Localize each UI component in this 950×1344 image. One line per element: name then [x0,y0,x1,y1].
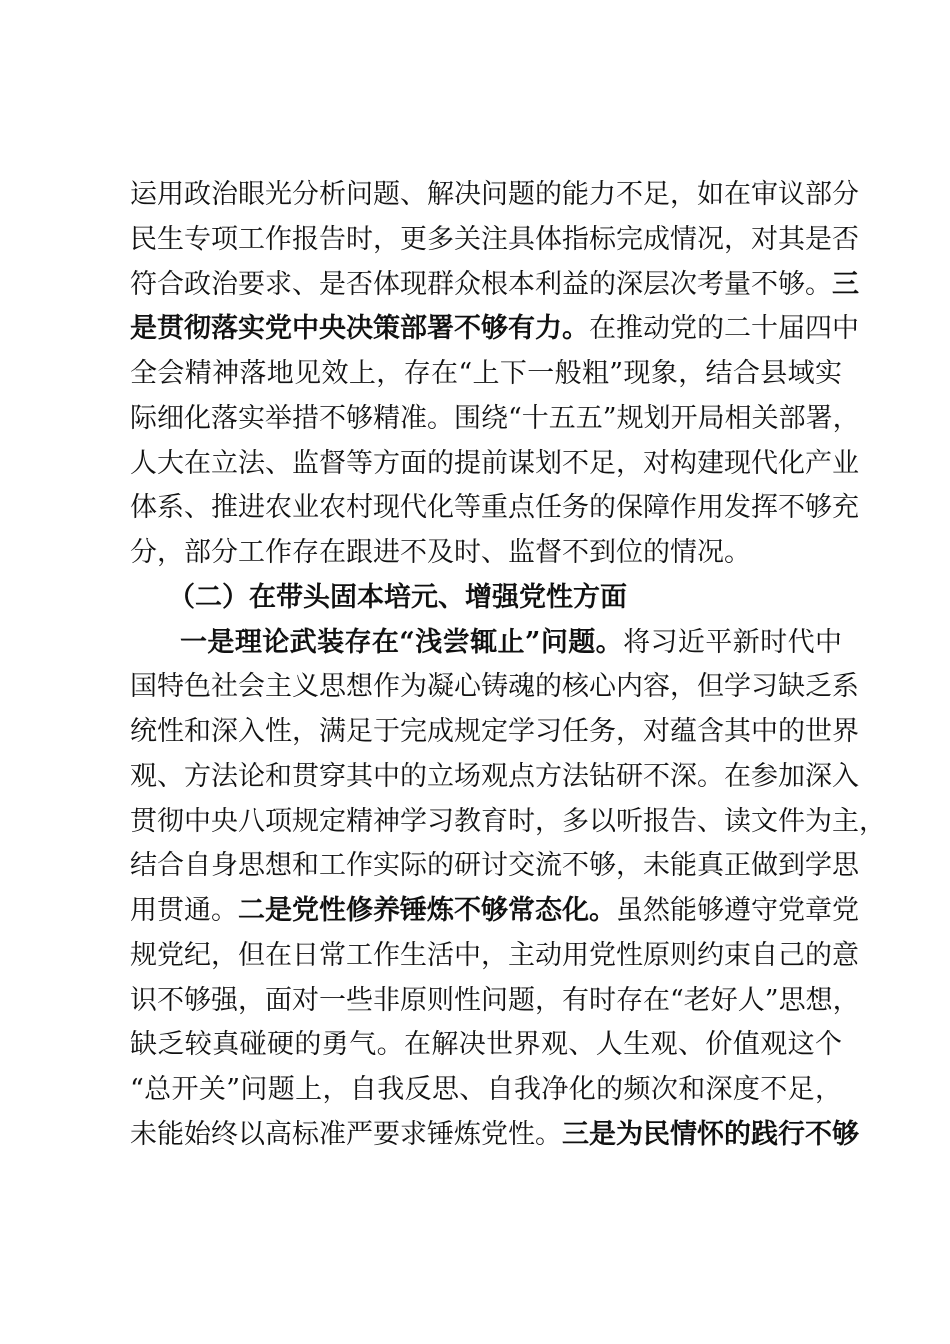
text-line [130,442,859,487]
text-segment: 际细化落实举措不够精准。围绕“十五五”规划开局相关部署， [130,402,860,434]
text-line [130,1113,859,1158]
text-line [130,352,842,397]
text-segment: 将习近平新时代中 [623,626,843,658]
bold-phrase: 三是为民情怀的践行不够 [562,1118,859,1150]
text-segment: 统性和深入性，满足于完成规定学习任务，对蕴含其中的世界 [130,716,859,747]
text-line [130,621,842,666]
text-segment: 识不够强，面对一些非原则性问题，有时存在“老好人”思想， [130,984,860,1016]
text-segment: 缺乏较真碰硬的勇气。在解决世界观、人生观、价值观这个 [130,1029,842,1061]
text-segment: 用贯通。 [130,895,238,926]
bold-phrase: （二）在带头固本培元、增强党性方面 [168,581,627,613]
text-segment: 国特色社会主义思想作为凝心铸魂的核心内容，但学习缺乏系 [130,671,859,703]
text-segment: 分，部分工作存在跟进不及时、监督不到位的情况。 [130,537,751,568]
section-heading [130,576,842,621]
text-line [130,800,886,845]
text-segment: 符合政治要求、是否体现群众根本利益的深层次考量不够。 [130,268,832,300]
document-body [130,173,886,1158]
bold-phrase: 是贯彻落实党中央决策部署不够有力。 [130,313,589,345]
text-line [130,307,859,352]
bold-phrase: 一是理论武装存在“浅尝辄止”问题。 [180,626,624,658]
text-segment: 民生专项工作报告时，更多关注具体指标完成情况，对其是否 [130,223,859,255]
text-line [130,173,859,218]
text-segment: 全会精神落地见效上，存在“上下一般粗”现象，结合县域实 [130,358,842,389]
text-line [130,889,859,934]
text-line [130,755,859,800]
text-line [130,710,859,755]
text-line [130,665,859,710]
text-segment: 运用政治眼光分析问题、解决问题的能力不足，如在审议部分 [130,179,859,210]
text-line [130,934,859,979]
text-segment: 体系、推进农业农村现代化等重点任务的保障作用发挥不够充 [130,492,859,524]
text-segment: 未能始终以高标准严要求锤炼党性。 [130,1118,562,1150]
text-line [130,979,860,1024]
text-line [130,263,859,308]
text-segment: 规党纪，但在日常工作生活中，主动用党性原则约束自己的意 [130,939,859,971]
bold-phrase: 二是党性修养锤炼不够常态化。 [238,895,616,926]
text-segment: 在推动党的二十届四中 [589,313,859,345]
text-line [130,397,860,442]
text-segment: 虽然能够遵守党章党 [616,895,859,926]
text-line [130,1068,842,1113]
text-segment: 结合自身思想和工作实际的研讨交流不够，未能真正做到学思 [130,850,859,882]
text-line [130,486,859,531]
text-segment: 人大在立法、监督等方面的提前谋划不足，对构建现代化产业 [130,447,859,479]
text-line [130,531,842,576]
text-segment: “总开关”问题上，自我反思、自我净化的频次和深度不足， [130,1074,842,1105]
bold-phrase: 三 [832,268,859,300]
text-line [130,844,859,889]
text-segment: 贯彻中央八项规定精神学习教育时，多以听报告、读文件为主， [130,805,886,837]
text-line [130,1023,842,1068]
text-segment: 观、方法论和贯穿其中的立场观点方法钻研不深。在参加深入 [130,760,859,792]
text-line [130,218,859,263]
